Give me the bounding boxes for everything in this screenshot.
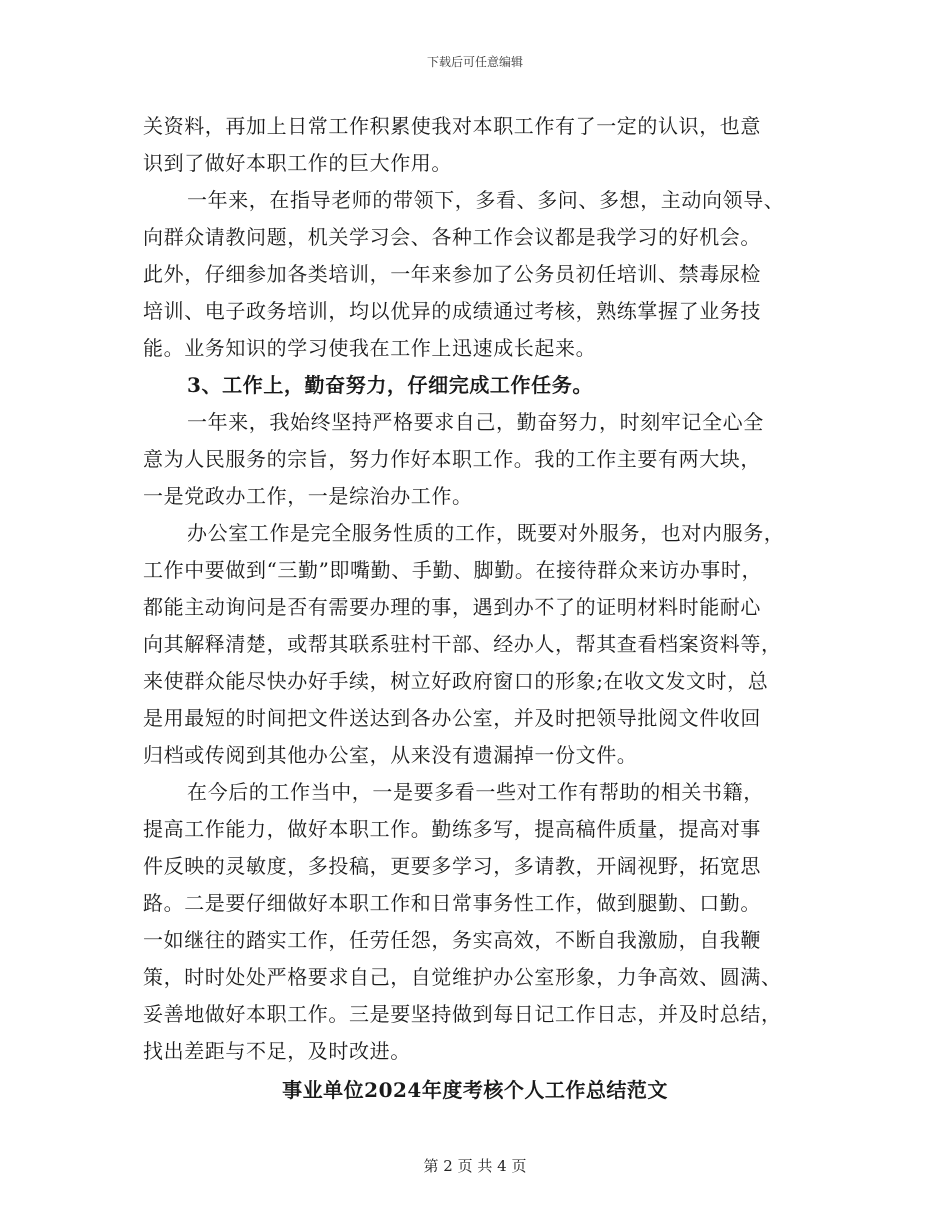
text-line: 来使群众能尽快办好手续，树立好政府窗口的形象;在收文发文时，总 (143, 669, 769, 693)
text-line: 都能主动询问是否有需要办理的事，遇到办不了的证明材料时能耐心 (143, 595, 761, 619)
text-line: 培训、电子政务培训，均以优异的成绩通过考核，熟练掌握了业务技 (143, 299, 761, 323)
text-line: 件反映的灵敏度，多投稿，更要多学习，多请教，开阔视野，拓宽思 (143, 854, 761, 878)
text-line: 找出差距与不足，及时改进。 (143, 1039, 411, 1063)
text-line: 策，时时处处严格要求自己，自觉维护办公室形象，力争高效、圆满、 (143, 965, 782, 989)
page-footer: 第 2 页 共 4 页 (423, 1157, 527, 1175)
text-line: 工作中要做到“三勤”即嘴勤、手勤、脚勤。在接待群众来访办事时， (143, 558, 763, 582)
text-line: 一是党政办工作，一是综治办工作。 (143, 484, 473, 508)
page-header: 下载后可任意编辑 (426, 55, 523, 69)
body-text (143, 108, 811, 1070)
text-line: 向其解释清楚，或帮其联系驻村干部、经办人，帮其查看档案资料等， (143, 632, 782, 656)
text-line: 一如继往的踏实工作，任劳任怨，务实高效，不断自我激励，自我鞭 (143, 928, 761, 952)
text-line: 是用最短的时间把文件送达到各办公室，并及时把领导批阅文件收回 (143, 706, 761, 730)
text-line: 在今后的工作当中，一是要多看一些对工作有帮助的相关书籍， (187, 780, 764, 804)
text-line: 能。业务知识的学习使我在工作上迅速成长起来。 (143, 336, 597, 360)
text-line: 一年来，我始终坚持严格要求自己，勤奋努力，时刻牢记全心全 (187, 410, 764, 434)
section-heading-line: 3、工作上，勤奋努力，仔细完成工作任务。 (187, 373, 593, 397)
text-line: 意为人民服务的宗旨，努力作好本职工作。我的工作主要有两大块， (143, 447, 761, 471)
text-line: 识到了做好本职工作的巨大作用。 (143, 151, 452, 175)
text-line: 关资料，再加上日常工作积累使我对本职工作有了一定的认识，也意 (143, 114, 761, 138)
text-line: 向群众请教问题，机关学习会、各种工作会议都是我学习的好机会。 (143, 225, 761, 249)
section-title: 事业单位2024年度考核个人工作总结范文 (282, 1078, 668, 1102)
text-line: 路。二是要仔细做好本职工作和日常事务性工作，做到腿勤、口勤。 (143, 891, 761, 915)
text-line: 提高工作能力，做好本职工作。勤练多写，提高稿件质量，提高对事 (143, 817, 761, 841)
text-line: 此外，仔细参加各类培训，一年来参加了公务员初任培训、禁毒尿检 (143, 262, 761, 286)
text-line: 办公室工作是完全服务性质的工作，既要对外服务，也对内服务， (187, 521, 785, 545)
text-line: 归档或传阅到其他办公室，从来没有遗漏掉一份文件。 (143, 743, 638, 767)
text-line: 一年来，在指导老师的带领下，多看、多问、多想，主动向领导、 (187, 188, 785, 212)
text-line: 妥善地做好本职工作。三是要坚持做到每日记工作日志，并及时总结， (143, 1002, 782, 1026)
